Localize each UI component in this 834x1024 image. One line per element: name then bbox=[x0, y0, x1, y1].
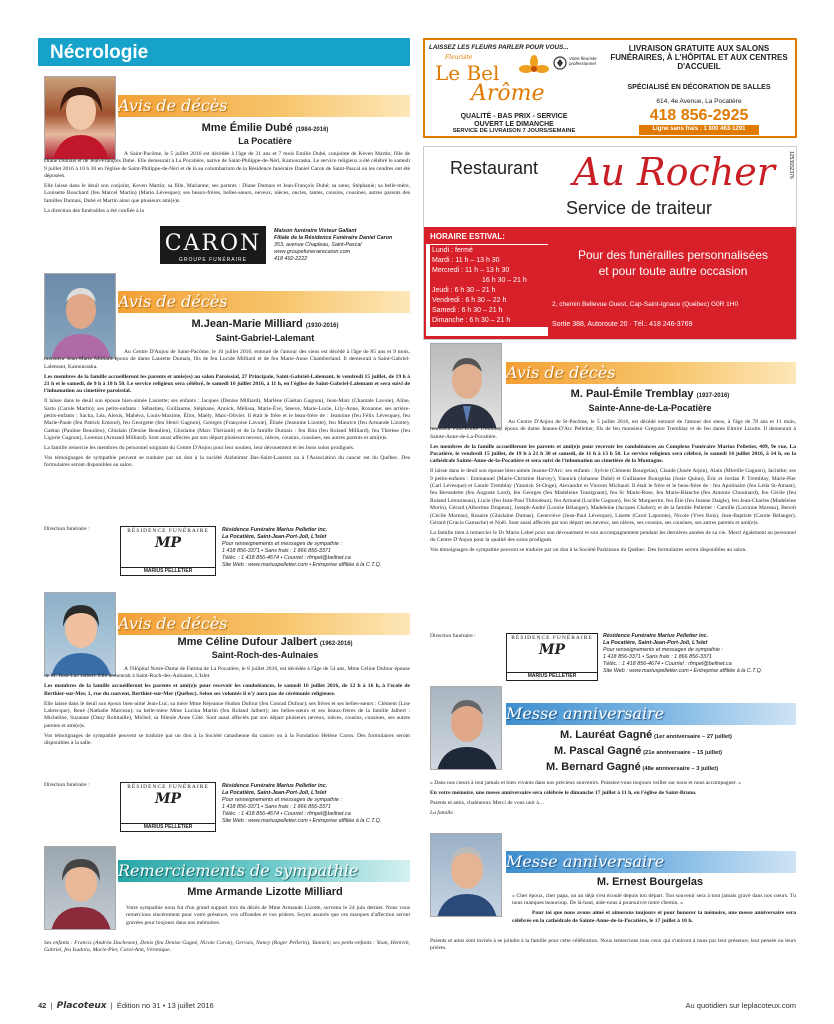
portrait-photo-milliard bbox=[44, 273, 116, 359]
ad-livraison: LIVRAISON GRATUITE AUX SALONS FUNÉRAIRES, À L'HÔPITAL ET AUX CENTRES D'ACCUEIL bbox=[610, 44, 788, 72]
ad-qualite: QUALITÉ - BAS PRIX - SERVICE OUVERT LE DIMANCHE SERVICE DE LIVRAISON 7 JOURS/SEMAINE bbox=[452, 113, 576, 135]
direction-label: Direction funéraire : bbox=[44, 526, 90, 532]
person-icon bbox=[45, 847, 116, 930]
portrait-photo-gagne bbox=[430, 686, 502, 770]
deceased-name-dube: Mme Émilie Dubé (1984-2016) bbox=[201, 122, 329, 134]
person-icon bbox=[431, 687, 502, 770]
notice-text-milliard: Au Centre D'Anjou de Saint-Pacôme, le 10 juillet 2016, entouré de l'amour des siens est décédé à l'âge de 85 ans et 9 mois, monsieur Jean-Marie Milliard époux de dame Laurette Dumais, fils de feu Lucide Milliard et de feu Marie-Anne Chamberland. Il demeurait à Saint-Gabriel-Lalemant, Kamouraska. Les membres de la famille accueilleront les parents et amis(es) au salon Paroissial, 27 Principale, Saint-Gabriel-Lalemant, le vendredi 15 juillet, de 19 h à 21 h et le samedi, de 9 h à 10 h 50. Le service religieux sera célébré, le samedi 16 juillet 2016, à 11 h, en l'église de Saint-Gabriel-Lalemant et sera suivi de l'inhumation au cimetière paroissial. Il laisse dans le deuil son épouse bien-aimée Laurette; ses enfants : Jacques (Denise Milliard), Marlène (Gaétan Gagnon), Jean-Marc (Chantale Lavoie), Aline, Sarto (Carole Martin); ses petits-enfants : Sébastien, Guillaume, Stéphane, Annick, Mélissa, Marie-Ève, Steeve, Marie-Lucie, Lily-Anne, Roxanne; ses arrière-petits-enfants : Sacha, Léa, Alexis, Mahéva, Louis-Maxime, Éliot, Maëly, Marc-Olivier. Il était le frère et le beau-frère de : Jeannine (feu Félix Lévesque), feu Marie-Paule (feu Patrick Emond), feu Georgette (feu Henri Gagnon), Georges (Françoise Lavoie), Élisée (Jeannine Lizotte), feu Maurice (feu Armande Lizotte), Gaétan (Pauline Beaulieu), Ghislain (Denise Beaulieu), Ghislaine (Marc Thériault) et de la famille Dumais : feu Rita (feu Roland Milliard), feu Thérèse (feu Ligorie Gagnon), Lorenza (Armand Milliard). Sont aussi affectés par son départ plusieurs neveux, nièces, cousins, cousines, ses autres parents et ami(e)s. La famille remercie les membres du personnel soignant du Centre D'Anjou pour leur soutien, leur dévouement et les bons soins prodigués. Vos témoignages de sympathie peuvent se traduire par un don à la société Alzheimer Bas-Saint-Laurent ou à l'Association du cancer est du Québec. Des formulaires seront disponibles au salon. bbox=[44, 349, 410, 469]
deceased-name-bourgelas: M. Ernest Bourgelas bbox=[596, 876, 704, 888]
band-remerciements-lizotte: Remerciements de sympathie bbox=[118, 860, 410, 882]
person-icon bbox=[45, 77, 116, 160]
ad-restaurant bbox=[423, 146, 797, 340]
ad-phone: 418 856-2925 bbox=[649, 107, 749, 124]
marius-pelletier-logo: RÉSIDENCE FUNÉRAIRE MP MARIUS PELLETIER bbox=[506, 633, 598, 681]
ad-resto-address: 2, chemin Bellevue Ouest, Cap-Saint-Ignace (Québec) G0R 1H0 bbox=[552, 301, 739, 308]
notice-text-gagne: « Dans nos cœurs à tout jamais et bien vivants dans nos précieux souvenirs. Puissiez-vous toujours veiller sur nous et nous accompagner. » En votre mémoire, une messe anniversaire sera célébrée le dimanche 17 juillet à 11 h, en l'église de Saint-Bruno. Parents et amis, chaleureux Merci de vous unir à… La famille. bbox=[430, 780, 742, 816]
notice-family-lizotte: Ses enfants : Francis (Andréa Duchesne), Denis (feu Denise Gagné, Nicole Caron), Gervais, Nancy (Roger Pellerin), Yannick; ses petits-enfants : Yoan, Henrick, Gabriel, feu Isadora, Marie-Pier, Carol-Ann, Véronique. bbox=[44, 940, 410, 954]
person-icon bbox=[45, 274, 116, 359]
portrait-photo-lizotte bbox=[44, 846, 116, 930]
ad-address: 614, 4e Avenue, La Pocatière bbox=[656, 98, 742, 105]
notice-text-bourgelas-1: « Cher époux, cher papa, un an déjà s'est écoulé depuis ton départ. Ton souvenir sera à tout jamais gravé dans nos cœurs. Tu nous manques beaucoup. De là-haut, aide-nous à poursuivre notre chemin. » Pour toi que nous avons aimé et aimerons toujours et pour honorer ta mémoire, une messe anniversaire sera célébrée en la cathédrale de Sainte-Anne-de-la-Pocatière, le 17 juillet à 10 h. bbox=[512, 893, 796, 924]
direction-label: Direction funéraire : bbox=[44, 782, 90, 788]
flower-icon bbox=[517, 54, 551, 84]
ad-restaurant-name: Au Rocher bbox=[573, 150, 775, 194]
notice-text-tremblay: Au Centre D'Anjou de St-Pacôme, le 5 juillet 2016, est décédé entouré de l'amour des siens, à l'âge de 78 ans et 11 mois, monsieur Paul-Émile Tremblay, époux de dame Jeanne-D'Arc Pelletier, fils de feu monsieur Grégoire Tremblay et de feu dame Elmire Lizotte. Il demeurait à Sainte-Anne-de-La-Pocatière. Les membres de la famille accueilleront les parents et ami(e)s pour recevoir les condoléances au Complexe Funéraire Marius Pelletier, 409, 9e rue, La Pocatière, le vendredi 15 juillet, de 19 h à 21 h 30 et samedi, de 11 h à 13 h 50. Le service religieux sera célébré, le samedi 16 juillet 2016, à 14 h, en la cathédrale Sainte-Anne-de-la-Pocatière et sera suivi de l'inhumation au cimetière de la Montagne. Il laisse dans le deuil son épouse bien-aimée Jeanne-D'Arc; ses enfants : Sylvie (Clément Bourgelas), Claude (Josée Arpin), Alain (Mireille Gagnon), Jacinthe; ses 9 petits-enfants : Emmanuel (Marie-Christine Harvey), Yannick (Johanne Dubé) et Guillaume Bourgelas (Josie Quinn), Éric et Jordan P. Tremblay, Marie-Pier (Carl Lévesque) et Laurie Tremblay (Yannick St-Onge), Alexandre et Vincent Michaud. Il était le frère et le beau-frère de : feu Apolinaire (feu Léda St-Amant), feu Bernadette (feu Auguste Lord), feu Georges (feu Madeleine Tousignant), feu Sr Marie-Rose, feu Marie-Blanche (feu Antonio Chouinard), feu Cécile (feu Roland Létourneau), Lucie (feu Jean-Paul Thibodeau), feu Armand (Lucille Gagnon), feu Sr Marguerite, feu Élie (feu Jeanne Daigle), feu Jean-Charles (Madeleine Morin), Gérard (Albertine Drapeau), Joseph-André (Louise Bélanger), Madeleine (Jacques Chabot); et de la famille Pelletier : Camille (Lorraine Moreau), Benoît (Cécile Moreau), Rosaire (Ghislaine Dumas), Geneviève (Jean-Paul Lévesque), Lisette (Carol Lapointe), Nicole (Yves Bois), Jean-Baptiste (Carole Bélanger), Gérard (Gracia Gamache) et Noël. Sont aussi affectés par son départ ses neveux, ses nièces, ses cousins, ses cousines, ses autres parents et ami(e)s. La famille tient à remercier le Dr Mario Lebel pour son dévouement et son accompagnement pendant les dernières années de sa vie. Merci également au personnel du Centre D'Anjou pour la qualité des soins prodigués. Vos témoignages de sympathie peuvent se traduire par un don à la Société Parkinson du Québec. Des formulaires seront disponibles au salon. bbox=[430, 419, 796, 553]
ad-tollfree: Ligne sans frais : 1 800 463-1291 bbox=[639, 125, 759, 135]
notice-text-lizotte: Votre sympathie nous fut d'un grand support lors du décès de Mme Armande Lizotte, survenu le 24 juin dernier. Nous vous remercions sincèrement pour votre présence, vos offrandes et vos prières. Soyez assurés que ces marques d'affection seront gravées pour toujours dans nos mémoires. bbox=[126, 905, 410, 926]
hours-title: HORAIRE ESTIVAL: bbox=[426, 230, 548, 244]
ad-red-panel bbox=[424, 227, 796, 339]
section-title: Nécrologie bbox=[38, 38, 410, 66]
deceased-place-milliard: Saint-Gabriel-Lalemant bbox=[215, 333, 315, 343]
contact-marius-pelletier: Résidence Funéraire Marius Pelletier inc. La Pocatière, Saint-Jean-Port-Joli, L'Islet Pour renseignements et messages de sympathie : 1 418 856-3371 • Sans frais : 1 866 856-3371 Téléc. : 1 418 856-4674 • Courriel : rfmpel@bellnet.ca Site Web : www.mariuspelletier.com • Entreprise affiliée à la C.T.Q. bbox=[603, 633, 763, 674]
band-avis-tremblay: Avis de décès bbox=[506, 362, 796, 384]
anniversary-names-gagne: M. Lauréat Gagné (1er anniversaire – 27 juillet) M. Pascal Gagné (21e anniversaire – 15 juillet) M. Bernard Gagné (48e anniversaire – 3 juillet) bbox=[546, 729, 732, 773]
contact-marius-pelletier: Résidence Funéraire Marius Pelletier inc. La Pocatière, Saint-Jean-Port-Joli, L'Islet Pour renseignements et messages de sympathie : 1 418 856-3371 • Sans frais : 1 866 856-3371 Téléc. : 1 418 856-4674 • Courriel : rfmpel@bellnet.ca Site Web : www.mariuspelletier.com • Entreprise affiliée à la C.T.Q. bbox=[222, 527, 382, 568]
deceased-place-dube: La Pocatière bbox=[238, 136, 292, 146]
band-messe-bourgelas: Messe anniversaire bbox=[506, 851, 796, 873]
deceased-place-tremblay: Sainte-Anne-de-La-Pocatière bbox=[588, 403, 712, 413]
footer-left: 42 | Placoteux | Édition no 31 • 13 juillet 2016 bbox=[38, 1001, 214, 1011]
contact-caron: Maison funéraire Visteur Gallant Filiale de la Résidence Funéraire Daniel Caron 353, avenue Chapleau, Saint-Pascal www.groupefunerairecaron.com 418 492-2222 bbox=[274, 228, 393, 262]
band-avis-dube: Avis de décès bbox=[118, 95, 410, 117]
direction-label: Direction funéraire : bbox=[430, 633, 476, 639]
deceased-name-lizotte: Mme Armande Lizotte Milliard bbox=[187, 886, 343, 898]
band-avis-milliard: Avis de décès bbox=[118, 291, 410, 313]
notice-text-dube: À Saint-Pacôme, le 5 juillet 2016 est décédée à l'âge de 31 ans et 7 mois Émilie Dubé, conjointe de Keven Martin; fille de Diane Dumais et de Jean-François Dubé. Elle demeurait à La Pocatière, native de Saint-Philippe-de-Néri, Kamouraska. Le service religieux a été célébré le samedi 9 juillet 2016 à 10 h 30 en l'église de Saint-Philippe-de-Néri et de là au columbarium de la Résidence funéraire Daniel Caron de Saint-Pascal où les cendres ont été déposées. Elle laisse dans le deuil son conjoint, Keven Martin; sa fille, Marianne; ses parents : Diane Dumais et Jean-François Dubé; sa sœur, Stéphanie; sa belle-mère, Louisette Bouchard (feu Marcel Martin) (Mario Lévesque); ses beaux-frères, belles-sœurs, neveux, nièces, oncles, tantes, cousins, cousines, autres parents des familles Dumais, Dubé et Martin ainsi que plusieurs ami(e)s. La direction des funérailles a été confiée à la bbox=[44, 151, 410, 214]
portrait-photo-dube bbox=[44, 76, 116, 160]
marius-pelletier-logo: RÉSIDENCE FUNÉRAIRE MP MARIUS PELLETIER bbox=[120, 526, 216, 576]
portrait-photo-jalbert bbox=[44, 592, 116, 676]
person-icon bbox=[431, 344, 502, 429]
deceased-name-tremblay: M. Paul-Émile Tremblay (1937-2016) bbox=[570, 388, 730, 400]
portrait-photo-bourgelas bbox=[430, 833, 502, 917]
deceased-name-jalbert: Mme Céline Dufour Jalbert (1962-2016) bbox=[177, 636, 353, 648]
person-icon bbox=[431, 834, 502, 917]
portrait-photo-tremblay bbox=[430, 343, 502, 429]
band-avis-jalbert: Avis de décès bbox=[118, 613, 410, 635]
ad-traiteur: Service de traiteur bbox=[565, 198, 713, 218]
contact-marius-pelletier: Résidence Funéraire Marius Pelletier inc. La Pocatière, Saint-Jean-Port-Joli, L'Islet Pour renseignements et messages de sympathie : 1 418 856-3371 • Sans frais : 1 866 856-3371 Téléc. : 1 418 856-4674 • Courriel : rfmpel@bellnet.ca Site Web : www.mariuspelletier.com • Entreprise affiliée à la C.T.Q. bbox=[222, 783, 382, 824]
footer-brand: Placoteux bbox=[56, 1001, 107, 1011]
marius-pelletier-logo: RÉSIDENCE FUNÉRAIRE MP MARIUS PELLETIER bbox=[120, 782, 216, 832]
ad-specialise: SPÉCIALISÉ EN DÉCORATION DE SALLES bbox=[627, 84, 771, 91]
ad-member: Votre fleuriste professionnel bbox=[569, 56, 597, 67]
notice-text-bourgelas-2: Parents et amis sont invités à se joindre à la famille pour cette célébration. Nous remercions tous ceux qui s'uniront à nous par leur présence, leur pensée ou leurs prières. bbox=[430, 938, 796, 952]
ad-restaurant-word: Restaurant bbox=[449, 158, 539, 178]
ad-brand2: Arôme bbox=[471, 81, 545, 106]
ad-brand1: Le Bel bbox=[435, 61, 500, 85]
ftd-logo-icon bbox=[553, 56, 567, 70]
ad-small: Fleuriste bbox=[445, 54, 473, 61]
person-icon bbox=[45, 593, 116, 676]
band-messe-gagne: Messe anniversaire bbox=[506, 703, 796, 725]
footer-right[interactable]: Au quotidien sur leplacoteux.com bbox=[685, 1001, 796, 1010]
notice-text-jalbert: À l'Hôpital Notre-Dame de Fatima de La Pocatière, le 8 juillet 2016, est décédée à l'âge de 54 ans, Mme Céline Dufour épouse de M. Jean-Luc Jalbert. Elle demeurait à Saint-Roch-des-Aulnaies, L'Islet. Les membres de la famille accueilleront les parents et ami(e)s pour recevoir les condoléances, le samedi 16 juillet 2016, de 12 h à 16 h, à l'école de Berthier-sur-Mer, 1, rue du couvent, Berthier-sur-Mer (Québec). Selon ses volontés il n'y aura pas de cérémonie religieuse. Elle laisse dans le deuil son époux bien-aimé Jean-Luc; sa mère Mme Réjeanne Hudon Dufour (feu Conrad Dufour); ses frères et ses belles-sœurs : Clément (Lise Labrecque), René (Nathalie Marceau); sa belle-mère Mme Lucina Martin (feu Roland Jalbert); ses belles-sœurs et ses beaux-frères de la famille Jalbert : Micheline, Suzanne (Dany Robitaille), Michel; sa filleule Anne Côté. Sont aussi affectés par son départ plusieurs neveux, nièces, cousins, cousines, ses autres parents et ami(e)s. Vos témoignages de sympathie peuvent se traduire par un don à la Société canadienne du cancer ou à la Fondation Hélène Caron. Des formulaires seront disponibles à la salle. bbox=[44, 666, 410, 746]
ad-slogan: Pour des funérailles personnalisées et pour toute autre occasion bbox=[577, 248, 769, 279]
deceased-name-milliard: M.Jean-Marie Milliard (1930-2016) bbox=[191, 318, 339, 330]
ad-fleuriste bbox=[423, 38, 797, 138]
ad-tagline: LAISSEZ LES FLEURS PARLER POUR VOUS... bbox=[429, 44, 569, 51]
deceased-place-jalbert: Saint-Roch-des-Aulnaies bbox=[211, 650, 319, 660]
hours-list: Lundi : fermé Mardi : 11 h – 13 h 30 Mercredi : 11 h – 13 h 30 16 h 30 – 21 h Jeudi : 6 h 30 – 21 h Vendredi : 6 h 30 – 22 h Samedi : 6 h 30 – 21 h Dimanche : 6 h 30 – 21 h bbox=[430, 245, 548, 327]
caron-logo: CARON GROUPE FUNÉRAIRE bbox=[160, 226, 266, 264]
ad-code: 1253932376 bbox=[788, 151, 794, 179]
ad-resto-sortie: Sortie 388, Autoroute 20 · Tél.: 418 246-3769 bbox=[552, 321, 693, 328]
